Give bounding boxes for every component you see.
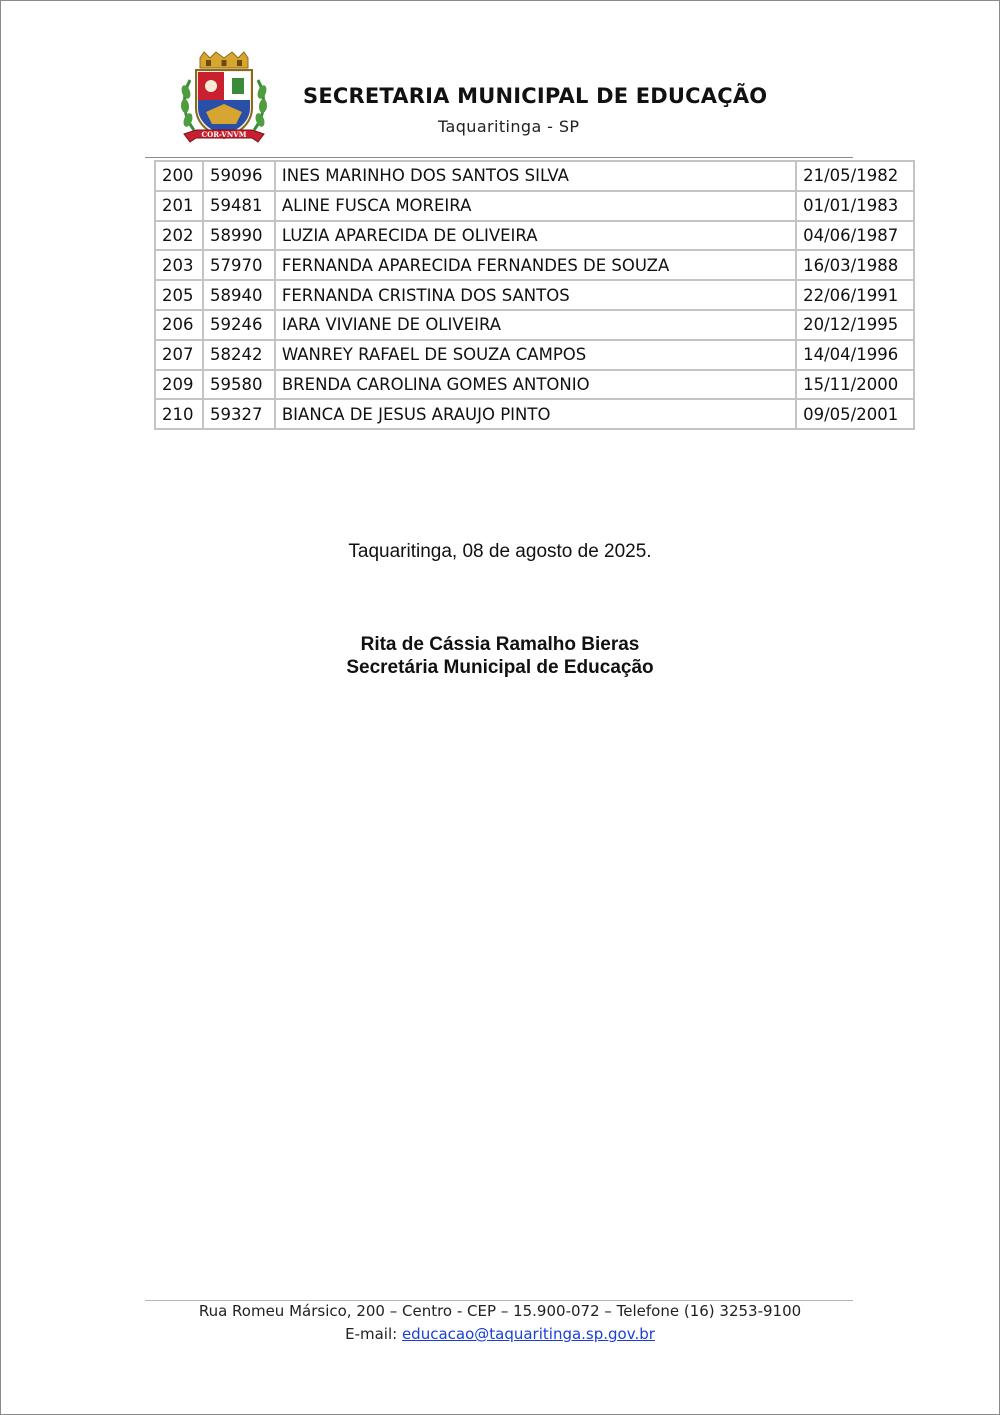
city-subtitle: Taquaritinga - SP (438, 117, 580, 136)
birthdate-cell: 22/06/1991 (796, 280, 914, 310)
name-cell: FERNANDA APARECIDA FERNANDES DE SOUZA (275, 250, 796, 280)
footer-email-line (0, 1325, 1000, 1343)
row-number-cell: 210 (155, 399, 203, 429)
footer-address: Rua Romeu Mársico, 200 – Centro - CEP – 15.900-072 – Telefone (16) 3253-9100 (198, 1302, 802, 1320)
birthdate-cell: 16/03/1988 (796, 250, 914, 280)
results-table (154, 160, 915, 430)
birthdate-cell: 15/11/2000 (796, 370, 914, 400)
name-cell: ALINE FUSCA MOREIRA (275, 191, 796, 221)
name-cell: IARA VIVIANE DE OLIVEIRA (275, 310, 796, 340)
name-cell: BIANCA DE JESUS ARAUJO PINTO (275, 399, 796, 429)
name-cell: INES MARINHO DOS SANTOS SILVA (275, 161, 796, 191)
signatory-role: Secretária Municipal de Educação (346, 657, 654, 678)
birthdate-cell: 09/05/2001 (796, 399, 914, 429)
date-line: Taquaritinga, 08 de agosto de 2025. (348, 541, 652, 562)
row-number-cell: 205 (155, 280, 203, 310)
table-row (155, 370, 914, 400)
table-row (155, 280, 914, 310)
table-row (155, 250, 914, 280)
code-cell: 59481 (203, 191, 275, 221)
header-divider (145, 157, 853, 158)
row-number-cell: 209 (155, 370, 203, 400)
row-number-cell: 201 (155, 191, 203, 221)
table-row (155, 310, 914, 340)
email-label: E-mail: (345, 1325, 402, 1343)
birthdate-cell: 04/06/1987 (796, 221, 914, 251)
code-cell: 58242 (203, 340, 275, 370)
birthdate-cell: 01/01/1983 (796, 191, 914, 221)
table-row (155, 399, 914, 429)
row-number-cell: 203 (155, 250, 203, 280)
footer-divider (145, 1300, 853, 1301)
name-cell: WANREY RAFAEL DE SOUZA CAMPOS (275, 340, 796, 370)
name-cell: BRENDA CAROLINA GOMES ANTONIO (275, 370, 796, 400)
table-row (155, 340, 914, 370)
table-row (155, 161, 914, 191)
name-cell: FERNANDA CRISTINA DOS SANTOS (275, 280, 796, 310)
row-number-cell: 202 (155, 221, 203, 251)
name-cell: LUZIA APARECIDA DE OLIVEIRA (275, 221, 796, 251)
table-row (155, 221, 914, 251)
row-number-cell: 206 (155, 310, 203, 340)
signatory-name: Rita de Cássia Ramalho Bieras (360, 634, 640, 655)
code-cell: 58990 (203, 221, 275, 251)
code-cell: 59327 (203, 399, 275, 429)
page-title: SECRETARIA MUNICIPAL DE EDUCAÇÃO (303, 84, 768, 108)
municipal-crest-icon (176, 50, 272, 150)
birthdate-cell: 20/12/1995 (796, 310, 914, 340)
code-cell: 57970 (203, 250, 275, 280)
table-row (155, 191, 914, 221)
email-link[interactable]: educacao@taquaritinga.sp.gov.br (401, 1325, 655, 1343)
code-cell: 58940 (203, 280, 275, 310)
birthdate-cell: 21/05/1982 (796, 161, 914, 191)
svg-text:COR-VNVM: COR-VNVM (201, 130, 247, 139)
row-number-cell: 207 (155, 340, 203, 370)
birthdate-cell: 14/04/1996 (796, 340, 914, 370)
code-cell: 59580 (203, 370, 275, 400)
row-number-cell: 200 (155, 161, 203, 191)
code-cell: 59096 (203, 161, 275, 191)
code-cell: 59246 (203, 310, 275, 340)
